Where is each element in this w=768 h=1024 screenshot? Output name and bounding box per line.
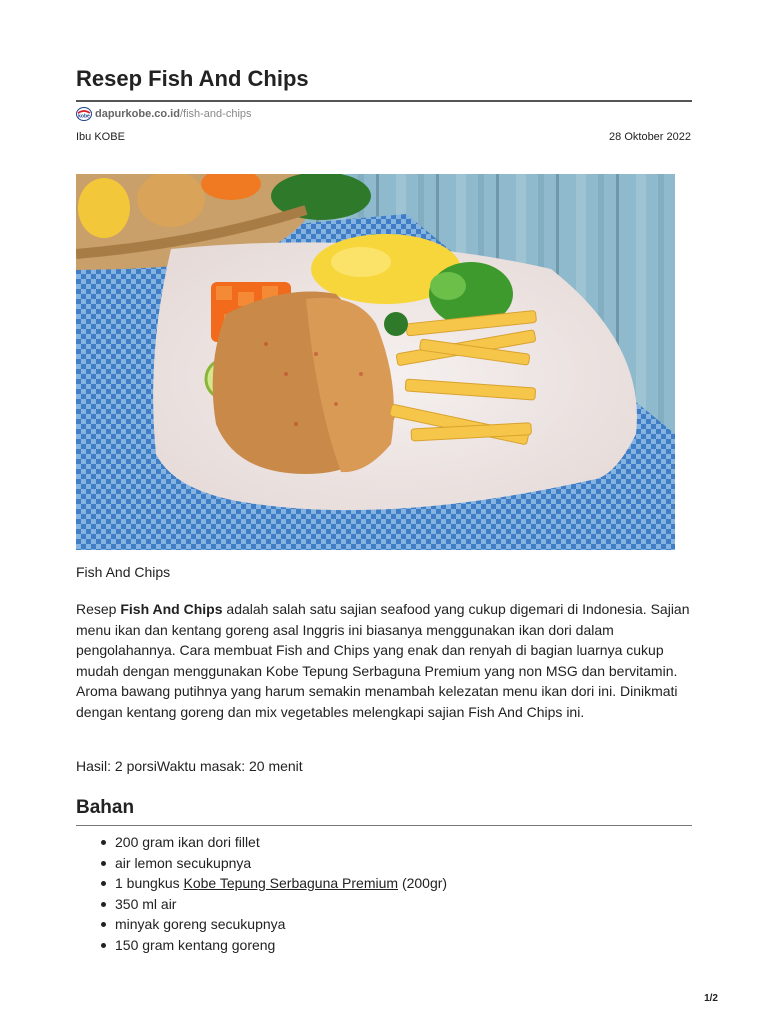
intro-recipe-name: Fish And Chips xyxy=(120,601,223,617)
page-indicator: 1/2 xyxy=(704,993,718,1004)
intro-paragraph xyxy=(76,599,696,723)
list-item: 350 ml air xyxy=(96,894,656,915)
list-item-prefix: 1 bungkus xyxy=(115,875,184,892)
ingredients-heading: Bahan xyxy=(76,797,135,818)
list-item: minyak goreng secukupnya xyxy=(96,914,656,935)
list-item xyxy=(96,873,656,894)
source-domain[interactable]: dapurkobe.co.id xyxy=(95,108,180,120)
svg-text:kobe: kobe xyxy=(78,113,90,120)
list-item-suffix: (200gr) xyxy=(398,875,448,892)
title-divider xyxy=(76,100,692,102)
publish-date: 28 Oktober 2022 xyxy=(609,131,691,143)
article-title: Resep Fish And Chips xyxy=(76,66,309,91)
image-caption: Fish And Chips xyxy=(76,564,171,580)
source-path[interactable]: /fish-and-chips xyxy=(179,108,252,120)
kobe-logo-icon xyxy=(76,107,92,121)
list-item: 200 gram ikan dori fillet xyxy=(96,832,656,853)
product-link[interactable]: Kobe Tepung Serbaguna Premium xyxy=(183,875,399,892)
ingredients-divider xyxy=(76,825,692,826)
intro-prefix: Resep xyxy=(76,601,121,617)
list-item: air lemon secukupnya xyxy=(96,853,656,874)
hero-image xyxy=(76,174,675,550)
list-item: 150 gram kentang goreng xyxy=(96,935,656,956)
author-name: Ibu KOBE xyxy=(76,131,125,143)
yield-info: Hasil: 2 porsiWaktu masak: 20 menit xyxy=(76,758,303,774)
source-url[interactable] xyxy=(76,107,252,121)
ingredients-list xyxy=(96,832,656,956)
intro-body: adalah salah satu sajian seafood yang cukup digemari di Indonesia. Sajian menu ikan dan kentang goreng asal Inggris ini biasanya menggunakan ikan dori dalam pengolahannya. Cara membuat Fish and Chips yang enak dan renyah di bagian luarnya cukup mudah dengan menggunakan Kobe Tepung Serbaguna Premium yang non MSG dan bervitamin. Aroma bawang putihnya yang harum semakin menambah kelezatan menu ikan dori ini. Dinikmati dengan kentang goreng dan mix vegetables melengkapi sajian Fish And Chips ini. xyxy=(76,601,690,720)
